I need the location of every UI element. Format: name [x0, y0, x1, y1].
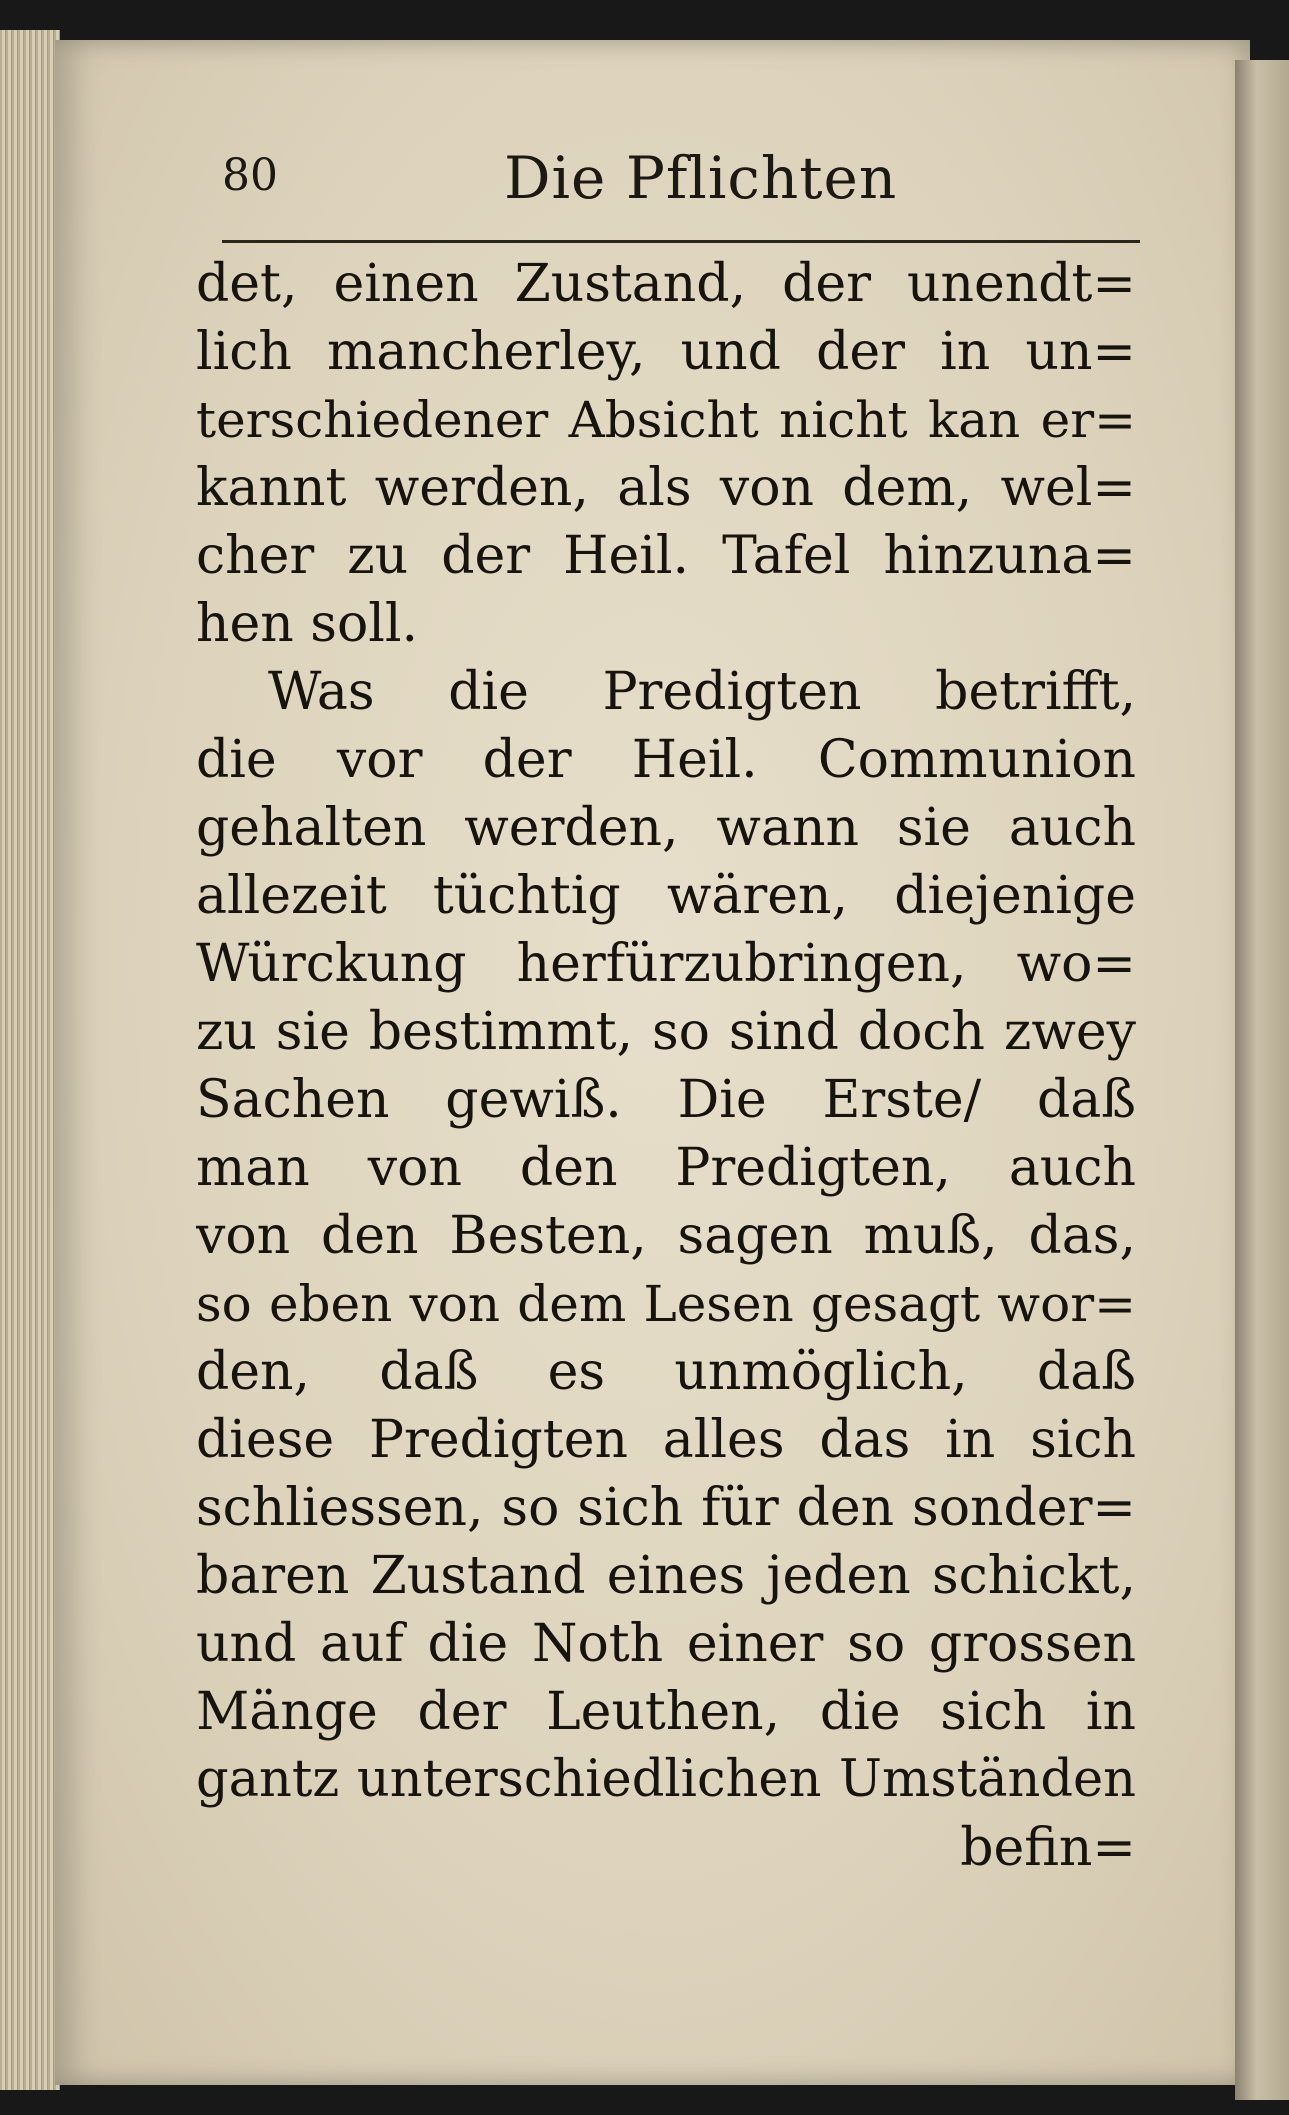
text-line: lich mancherley, und der in un=: [196, 322, 1136, 382]
text-line: und auf die Noth einer so grossen: [196, 1614, 1136, 1674]
text-line: hen soll.: [196, 594, 419, 654]
page-header: [222, 144, 1142, 220]
text-line: den, daß es unmöglich, daß: [196, 1342, 1136, 1402]
text-line: baren Zustand eines jeden schickt,: [196, 1546, 1136, 1606]
text-line: det, einen Zustand, der unendt=: [196, 254, 1136, 314]
text-line: gantz unterschiedlichen Umständen: [196, 1750, 1136, 1809]
text-line: diese Predigten alles das in sich: [196, 1410, 1136, 1470]
text-line: von den Besten, sagen muß, das,: [196, 1206, 1136, 1266]
text-line: schliessen, so sich für den sonder=: [196, 1478, 1136, 1538]
text-line: cher zu der Heil. Tafel hinzuna=: [196, 526, 1136, 586]
running-head: Die Pflichten: [504, 144, 898, 212]
text-line: man von den Predigten, auch: [196, 1138, 1136, 1198]
text-line: gehalten werden, wann sie auch: [196, 798, 1136, 858]
text-line: Mänge der Leuthen, die sich in: [196, 1682, 1136, 1742]
page-number: 80: [222, 150, 278, 201]
catchword: befin=: [960, 1818, 1136, 1878]
page-stack-edge: [0, 30, 60, 2090]
text-line: terschiedener Absicht nicht kan er=: [196, 391, 1136, 449]
text-line: Sachen gewiß. Die Erste/ daß: [196, 1070, 1136, 1130]
text-line: Würckung herfürzubringen, wo=: [196, 934, 1136, 994]
text-line: so eben von dem Lesen gesagt wor=: [196, 1275, 1136, 1333]
text-line: kannt werden, als von dem, wel=: [196, 458, 1136, 518]
text-line: zu sie bestimmt, so sind doch zwey: [196, 1002, 1136, 1062]
body-text: [196, 250, 1136, 1882]
text-line: allezeit tüchtig wären, diejenige: [196, 866, 1136, 926]
text-line: die vor der Heil. Communion: [196, 730, 1136, 790]
text-line: Was die Predigten betrifft,: [268, 662, 1136, 722]
header-rule: [222, 240, 1140, 243]
facing-page-edge: [1235, 60, 1289, 2100]
